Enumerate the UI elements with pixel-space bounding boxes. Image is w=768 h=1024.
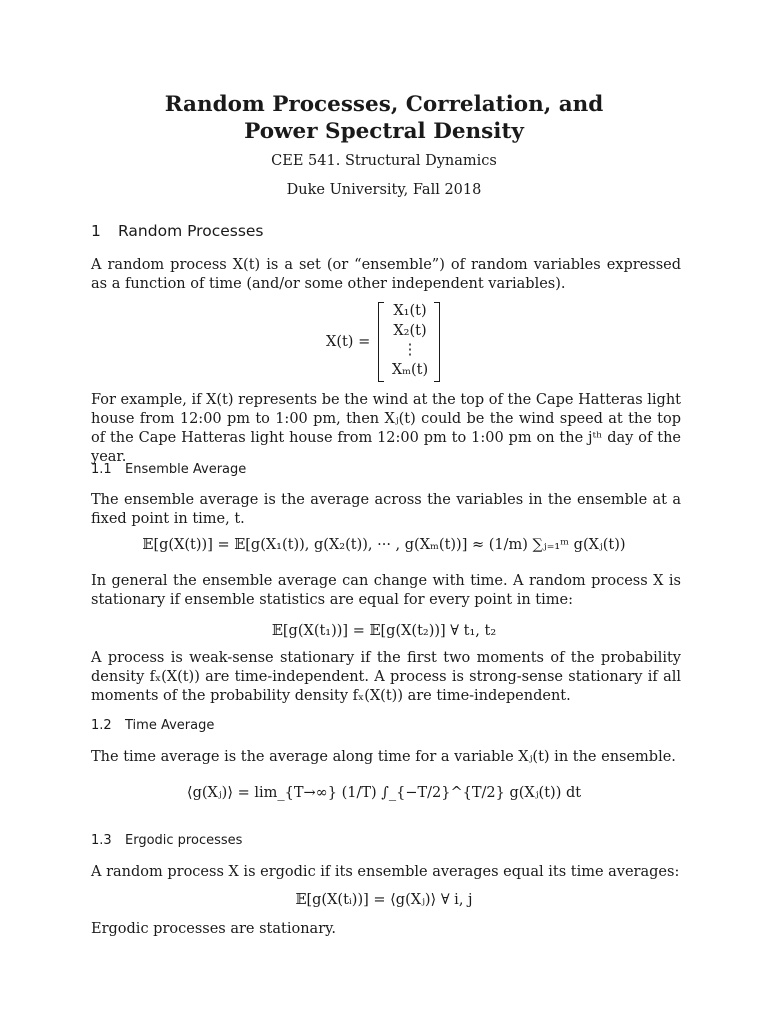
matrix-entry: X₁(t): [393, 303, 427, 319]
section-1-1-para-2: In general the ensemble average can change with time. A random process X is stationary if ensemble statistics are equal for every point in time:: [91, 573, 681, 608]
section-1-3-heading: [91, 831, 242, 850]
section-1-1-para-3: A process is weak-sense stationary if the first two moments of the probability density fₓ(X(t)) are time-independent. A process is strong-sense stationary if all moments of the probability density fₓ(X(t)) are time-independent.: [91, 650, 681, 704]
equation-ensemble-average: 𝔼[g(X(t))] = 𝔼[g(X₁(t)), g(X₂(t)), ··· , g(Xₘ(t))] ≈ (1/m) ∑ⱼ₌₁ᵐ g(Xⱼ(t)): [142, 537, 626, 553]
section-title: Ensemble Average: [125, 462, 247, 477]
section-number: 1.1: [91, 462, 112, 477]
equation-stationary: 𝔼[g(X(t₁))] = 𝔼[g(X(t₂))] ∀ t₁, t₂: [271, 623, 497, 639]
course-name: CEE 541. Structural Dynamics: [271, 153, 497, 169]
matrix-entry: X₂(t): [393, 322, 427, 339]
section-1-3-para-1: A random process X is ergodic if its ensemble averages equal its time averages:: [91, 864, 680, 880]
section-number: 1: [91, 222, 101, 240]
section-1-heading: [91, 222, 264, 241]
title-line-2: Power Spectral Density: [244, 119, 524, 144]
matrix-right-bracket: [434, 302, 440, 382]
equation-ergodic: 𝔼[g(X(tᵢ))] = ⟨g(Xⱼ)⟩ ∀ i, j: [295, 892, 473, 908]
section-1-2-para-1: The time average is the average along time for a variable Xⱼ(t) in the ensemble.: [91, 749, 676, 765]
matrix-entry: ⋮: [402, 342, 418, 358]
section-1-intro: A random process X(t) is a set (or “ensemble”) of random variables expressed as a function of time (and/or some other independent variables).: [91, 257, 681, 292]
section-title: Time Average: [125, 718, 215, 733]
section-1-1-heading: [91, 460, 246, 479]
paper-title: [0, 91, 768, 145]
section-title: Ergodic processes: [125, 833, 243, 848]
matrix-entry: Xₘ(t): [391, 361, 429, 378]
matrix-lhs: X(t) =: [326, 334, 371, 350]
section-number: 1.3: [91, 833, 112, 848]
section-1-example: For example, if X(t) represents be the wind at the top of the Cape Hatteras light house from 12:00 pm to 1:00 pm, then Xⱼ(t) could be the wind speed at the top of the Cape Hatteras light house from 12:00 pm to 1:00 pm on the jᵗʰ day of the year.: [91, 392, 681, 465]
title-line-1: Random Processes, Correlation, and: [164, 92, 604, 117]
section-title: Random Processes: [118, 222, 264, 240]
equation-time-average: ⟨g(Xⱼ)⟩ = lim_{T→∞} (1/T) ∫_{−T/2}^{T/2} g(Xⱼ(t)) dt: [186, 785, 582, 801]
matrix-left-bracket: [378, 302, 384, 382]
section-1-2-heading: [91, 716, 214, 735]
section-1-1-para-1: The ensemble average is the average across the variables in the ensemble at a fixed point in time, t.: [91, 492, 681, 527]
institution: Duke University, Fall 2018: [286, 182, 482, 198]
section-1-3-para-2: Ergodic processes are stationary.: [91, 921, 336, 937]
matrix-entries: [390, 302, 430, 380]
section-number: 1.2: [91, 718, 112, 733]
